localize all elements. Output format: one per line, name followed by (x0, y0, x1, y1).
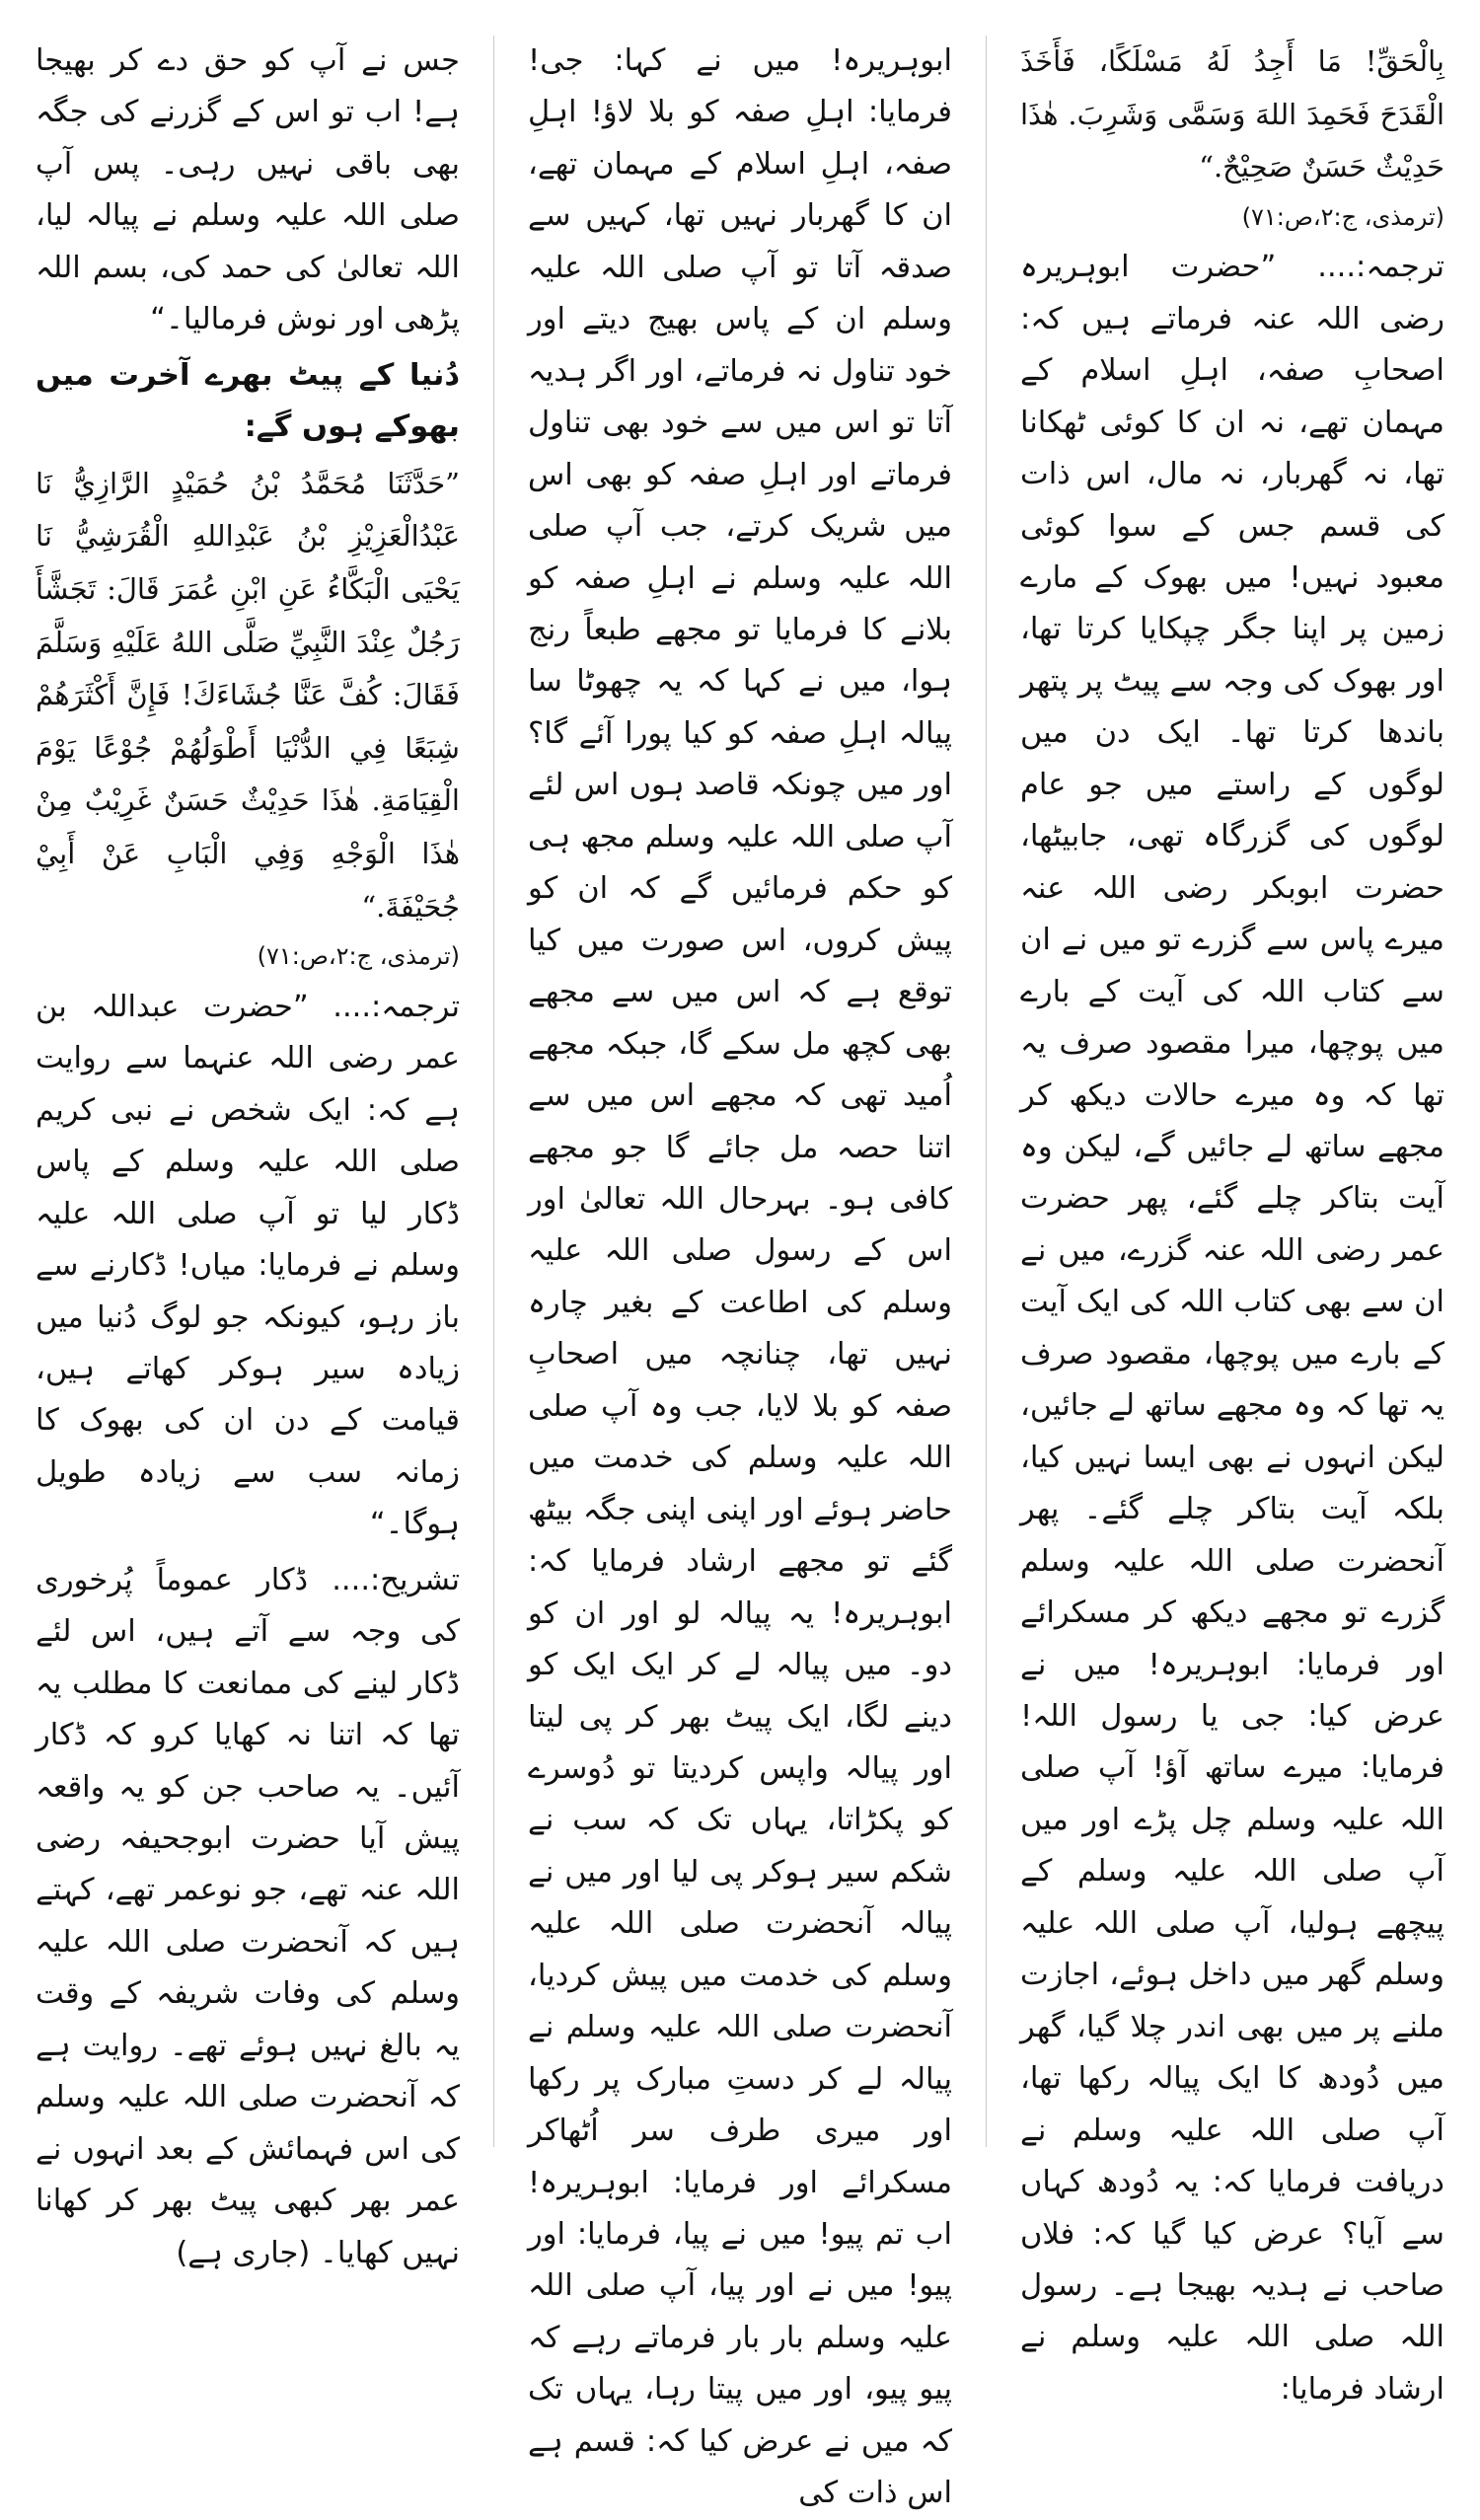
text-column-1 (1020, 36, 1444, 2407)
text-column-3 (36, 36, 460, 2270)
urdu-paragraph: تشریح:.... ڈکار عموماً پُرخوری کی وجہ سے آتے ہیں، اس لئے ڈکار لینے کی ممانعت کا مطلب یہ تھا کہ اتنا نہ کھایا کرو کہ ڈکار آئیں۔ یہ صاحب جن کو یہ واقعہ پیش آیا حضرت ابوجحیفہ رضی اللہ عنہ تھے، جو نوعمر تھے، کہتے ہیں کہ آنحضرت صلی اللہ علیہ وسلم کی وفات شریفہ کے وقت یہ بالغ نہیں ہوئے تھے۔ روایت ہے کہ آنحضرت صلی اللہ علیہ وسلم کی اس فہمائش کے بعد انہوں نے عمر بھر کبھی پیٹ بھر کر کھانا نہیں کھایا۔ (جاری ہے) (36, 1562, 460, 2270)
text-column-2 (528, 36, 952, 2511)
section-heading: دُنیا کے پیٹ بھرے آخرت میں بھوکے ہوں گے: (36, 357, 460, 445)
newspaper-page (36, 36, 1444, 2511)
citation-reference: (ترمذی، ج:۲،ص:۷۱) (257, 942, 460, 971)
urdu-paragraph: ابوہریرہ! میں نے کہا: جی! فرمایا: اہلِ صفہ کو بلا لاؤ! اہلِ صفہ، اہلِ اسلام کے مہمان تھے، ان کا گھربار نہیں تھا، کہیں سے صدقہ آتا تو آپ صلی اللہ علیہ وسلم ان کے پاس بھیج دیتے اور خود تناول نہ فرماتے، اور اگر ہدیہ آتا تو اس میں سے خود بھی تناول فرماتے اور اہلِ صفہ کو بھی اس میں شریک کرتے، جب آپ صلی اللہ علیہ وسلم نے اہلِ صفہ کو بلانے کا فرمایا تو مجھے طبعاً رنج ہوا، میں نے کہا کہ یہ چھوٹا سا پیالہ اہلِ صفہ کو کیا پورا آئے گا؟ اور میں چونکہ قاصد ہوں اس لئے آپ صلی اللہ علیہ وسلم مجھ ہی کو حکم فرمائیں گے کہ ان کو پیش کروں، اس صورت میں کیا توقع ہے کہ اس میں سے مجھے بھی کچھ مل سکے گا، جبکہ مجھے اُمید تھی کہ مجھے اس میں سے اتنا حصہ مل جائے گا جو مجھے کافی ہو۔ بہرحال اللہ تعالیٰ اور اس کے رسول صلی اللہ علیہ وسلم کی اطاعت کے بغیر چارہ نہیں تھا، چنانچہ میں اصحابِ صفہ کو بلا لایا، جب وہ آپ صلی اللہ علیہ وسلم کی خدمت میں حاضر ہوئے اور اپنی اپنی جگہ بیٹھ گئے تو مجھے ارشاد فرمایا کہ: ابوہریرہ! یہ پیالہ لو اور ان کو دو۔ میں پیالہ لے کر ایک ایک کو دینے لگا، ایک پیٹ بھر کر پی لیتا اور پیالہ واپس کردیتا تو دُوسرے کو پکڑاتا، یہاں تک کہ سب نے شکم سیر ہوکر پی لیا اور میں نے پیالہ آنحضرت صلی اللہ علیہ وسلم کی خدمت میں پیش کردیا، آنحضرت صلی اللہ علیہ وسلم نے پیالہ لے کر دستِ مبارک پر رکھا اور میری طرف سر اُٹھاکر مسکرائے اور فرمایا: ابوہریرہ! اب تم پیو! میں نے پیا، فرمایا: اور پیو! میں نے اور پیا، آپ صلی اللہ علیہ وسلم بار بار فرماتے رہے کہ پیو پیو، اور میں پیتا رہا، یہاں تک کہ میں نے عرض کیا کہ: قسم ہے اس ذات کی (528, 43, 952, 2511)
citation-reference: (ترمذی، ج:۲،ص:۷۱) (1241, 202, 1444, 231)
urdu-paragraph: جس نے آپ کو حق دے کر بھیجا ہے! اب تو اس کے گزرنے کی جگہ بھی باقی نہیں رہی۔ پس آپ صلی اللہ علیہ وسلم نے پیالہ لیا، اللہ تعالیٰ کی حمد کی، بسم اللہ پڑھی اور نوش فرمالیا۔“ (36, 43, 460, 337)
urdu-paragraph: ترجمہ:.... ”حضرت عبداللہ بن عمر رضی اللہ عنہما سے روایت ہے کہ: ایک شخص نے نبی کریم صلی اللہ علیہ وسلم کے پاس ڈکار لیا تو آپ صلی اللہ علیہ وسلم نے فرمایا: میاں! ڈکارنے سے باز رہو، کیونکہ جو لوگ دُنیا میں زیادہ سیر ہوکر کھاتے ہیں، قیامت کے دن ان کی بھوک کا زمانہ سب سے زیادہ طویل ہوگا۔“ (36, 989, 460, 1542)
arabic-hadith-text: ”حَدَّثَنَا مُحَمَّدُ بْنُ حُمَيْدٍ الرَّازِيُّ نَا عَبْدُالْعَزِيْزِ بْنُ عَبْدِاللهِ الْقُرَشِيُّ نَا يَحْيَى الْبَكَّاءُ عَنِ ابْنِ عُمَرَ قَالَ: تَجَشَّأَ رَجُلٌ عِنْدَ النَّبِيِّ صَلَّى اللهُ عَلَيْهِ وَسَلَّمَ فَقَالَ: كُفَّ عَنَّا جُشَاءَكَ! فَإِنَّ أَكْثَرَهُمْ شِبَعًا فِي الدُّنْيَا أَطْوَلُهُمْ جُوْعًا يَوْمَ الْقِيَامَةِ. هٰذَا حَدِيْثٌ حَسَنٌ غَرِيْبٌ مِنْ هٰذَا الْوَجْهِ وَفِي الْبَابِ عَنْ أَبِيْ جُحَيْفَةَ.“ (36, 466, 460, 924)
arabic-hadith-text: بِالْحَقِّ! مَا أَجِدُ لَهُ مَسْلَكًا، فَأَخَذَ الْقَدَحَ فَحَمِدَ اللهَ وَسَمَّى وَشَرِبَ. هٰذَا حَدِيْثٌ حَسَنٌ صَحِيْحٌ.“ (1020, 44, 1444, 185)
column-divider (493, 36, 494, 2147)
urdu-paragraph: ترجمہ:.... ”حضرت ابوہریرہ رضی اللہ عنہ فرماتے ہیں کہ: اصحابِ صفہ، اہلِ اسلام کے مہمان تھے، نہ ان کا کوئی ٹھکانا تھا، نہ گھربار، نہ مال، اس ذات کی قسم جس کے سوا کوئی معبود نہیں! میں بھوک کے مارے زمین پر اپنا جگر چپکایا کرتا تھا، اور بھوک کی وجہ سے پیٹ پر پتھر باندھا کرتا تھا۔ ایک دن میں لوگوں کے راستے میں جو عام لوگوں کی گزرگاہ تھی، جابیٹھا، حضرت ابوبکر رضی اللہ عنہ میرے پاس سے گزرے تو میں نے ان سے کتاب اللہ کی آیت کے بارے میں پوچھا، میرا مقصود صرف یہ تھا کہ وہ میرے حالات دیکھ کر مجھے ساتھ لے جائیں گے، لیکن وہ آیت بتاکر چلے گئے، پھر حضرت عمر رضی اللہ عنہ گزرے، میں نے ان سے بھی کتاب اللہ کی ایک آیت کے بارے میں پوچھا، مقصود صرف یہ تھا کہ وہ مجھے ساتھ لے جائیں، لیکن انہوں نے بھی ایسا نہیں کیا، بلکہ آیت بتاکر چلے گئے۔ پھر آنحضرت صلی اللہ علیہ وسلم گزرے تو مجھے دیکھ کر مسکرائے اور فرمایا: ابوہریرہ! میں نے عرض کیا: جی یا رسول اللہ! فرمایا: میرے ساتھ آؤ! آپ صلی اللہ علیہ وسلم چل پڑے اور میں آپ صلی اللہ علیہ وسلم کے پیچھے ہولیا، آپ صلی اللہ علیہ وسلم گھر میں داخل ہوئے، اجازت ملنے پر میں بھی اندر چلا گیا، گھر میں دُودھ کا ایک پیالہ رکھا تھا، آپ صلی اللہ علیہ وسلم نے دریافت فرمایا کہ: یہ دُودھ کہاں سے آیا؟ عرض کیا گیا کہ: فلاں صاحب نے ہدیہ بھیجا ہے۔ رسول اللہ صلی اللہ علیہ وسلم نے ارشاد فرمایا: (1020, 250, 1444, 2407)
column-divider (986, 36, 987, 2147)
